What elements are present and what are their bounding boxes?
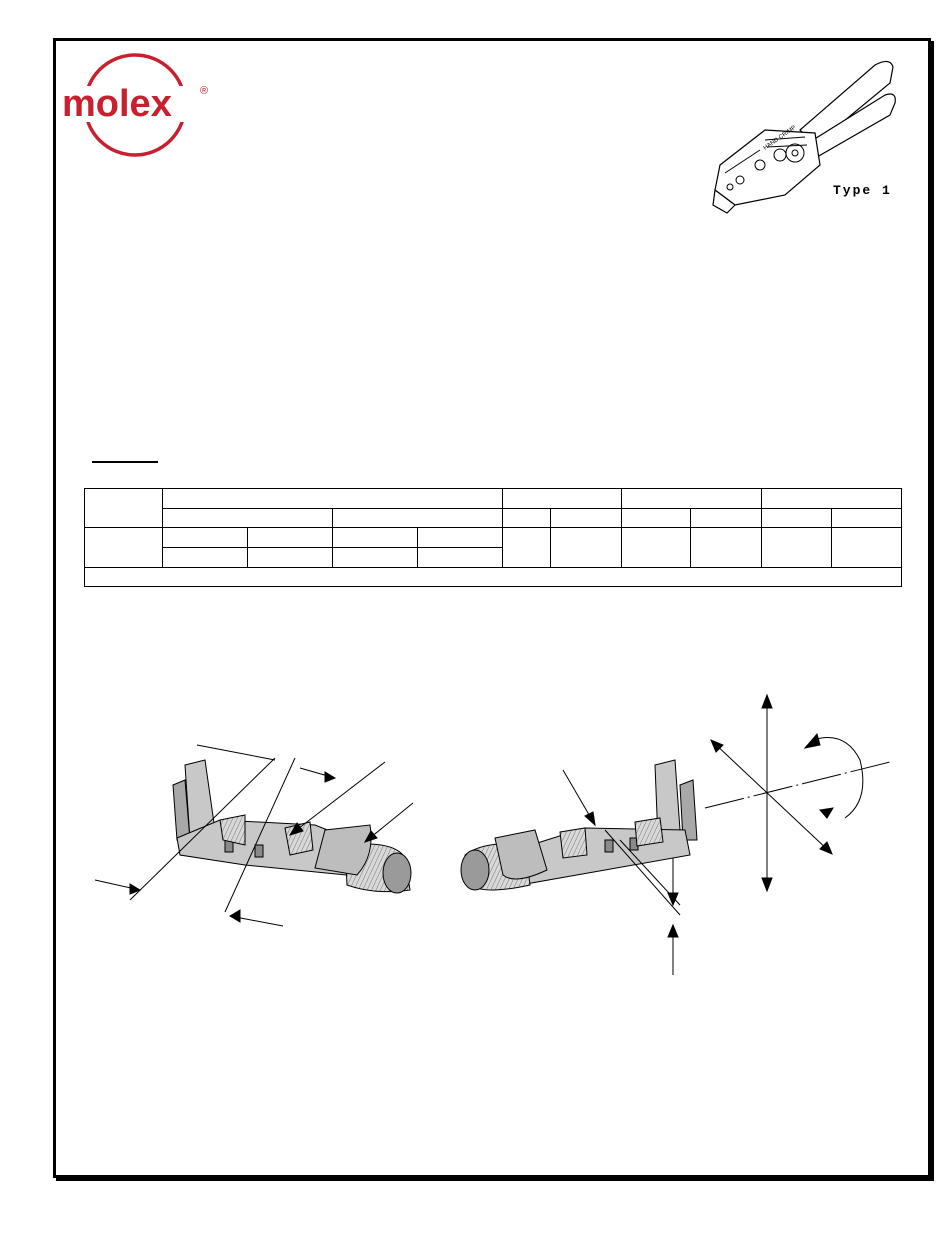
table-cell — [418, 548, 503, 568]
table-cell — [163, 528, 248, 548]
spec-table — [84, 488, 902, 587]
table-cell — [622, 509, 691, 528]
table-cell — [163, 509, 333, 528]
table-cell — [503, 528, 551, 568]
table-cell — [551, 509, 622, 528]
tool-jaw-body — [715, 130, 820, 205]
table-cell — [248, 548, 333, 568]
table-cell — [333, 528, 418, 548]
table-cell — [85, 528, 163, 568]
table-cell — [762, 489, 902, 509]
table-cell — [503, 509, 551, 528]
table-subheader-row — [85, 509, 902, 528]
table-cell — [551, 528, 622, 568]
table-cell — [85, 489, 163, 528]
molex-logo — [60, 50, 220, 165]
table-cell — [691, 509, 762, 528]
table-row — [85, 528, 902, 548]
table-cell — [762, 509, 832, 528]
table-cell — [503, 489, 622, 509]
table-cell — [163, 548, 248, 568]
tool-imprint-text: HAND CRIMP — [762, 124, 798, 152]
registered-mark: ® — [200, 85, 209, 97]
table-cell — [622, 528, 691, 568]
logo-wordmark: molex — [62, 83, 172, 125]
table-cell — [163, 489, 503, 509]
left-terminal — [173, 760, 411, 893]
table-cell — [832, 509, 902, 528]
table-cell — [248, 528, 333, 548]
table-cell — [691, 528, 762, 568]
table-cell — [762, 528, 832, 568]
table-note-cell — [85, 568, 902, 587]
right-terminal — [461, 760, 697, 890]
orientation-axes — [705, 695, 890, 891]
tool-type-label: Type 1 — [833, 183, 892, 198]
table-cell — [333, 509, 503, 528]
table-note-row — [85, 568, 902, 587]
table-header-row — [85, 489, 902, 509]
table-cell — [622, 489, 762, 509]
table-cell — [333, 548, 418, 568]
table-cell — [418, 528, 503, 548]
crimp-terminal-diagram — [85, 690, 905, 980]
table-cell — [832, 528, 902, 568]
section-underline — [92, 461, 158, 463]
